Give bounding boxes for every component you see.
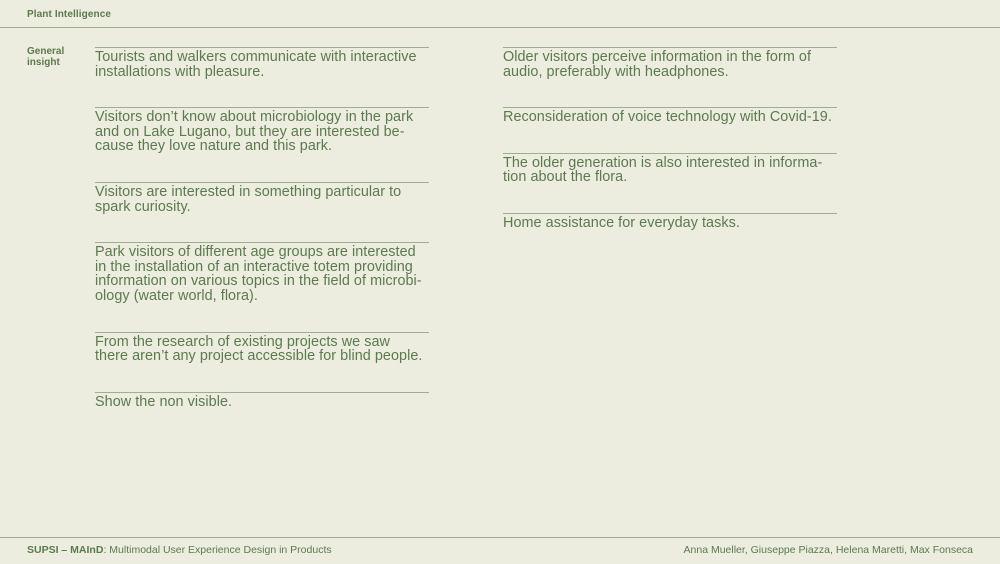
insight-line: spark curiosity. [95, 198, 191, 215]
footer-authors: Anna Mueller, Giuseppe Piazza, Helena Maretti, Max Fonseca [683, 544, 973, 556]
insight-line: installations with pleasure. [95, 63, 265, 80]
insight-line: cause they love nature and this park. [95, 138, 333, 155]
insight-line: audio, preferably with headphones. [503, 63, 729, 80]
insight-line: Show the non visible. [95, 393, 233, 410]
insight-item [503, 213, 837, 231]
insight-line: Home assistance for everyday tasks. [503, 214, 740, 231]
insight-line: Older visitors perceive information in the form of [503, 49, 812, 65]
page-title: Plant Intelligence [27, 9, 112, 20]
insight-line: From the research of existing projects we saw [95, 333, 390, 350]
insight-line: Visitors don’t know about microbiology in the park [95, 109, 414, 126]
section-label-line: General [27, 46, 65, 57]
insight-item [503, 107, 837, 125]
insight-line: in the installation of an interactive totem providing [95, 258, 413, 275]
insight-line: and on Lake Lugano, but they are interested be- [95, 123, 405, 140]
insights-right-column [503, 47, 837, 259]
footer-course [27, 544, 332, 556]
page-header [0, 0, 1000, 28]
section-label [27, 46, 87, 68]
insight-item [95, 182, 429, 214]
insight-item [503, 153, 837, 185]
insight-line: tion about the flora. [503, 169, 628, 186]
insight-item [95, 107, 429, 154]
insight-item [95, 392, 429, 410]
insights-left-column [95, 47, 429, 437]
insight-line: Visitors are interested in something particular to [95, 183, 402, 200]
insight-line: Tourists and walkers communicate with interactive [95, 49, 417, 65]
insight-line: Reconsideration of voice technology with Covid-19. [503, 109, 832, 126]
insight-line: Park visitors of different age groups are interested [95, 244, 416, 261]
insight-line: there aren’t any project accessible for blind people. [95, 348, 423, 365]
section-label-line: insight [27, 57, 60, 68]
insight-item [503, 47, 837, 79]
page-footer [0, 537, 1000, 564]
footer-brand: SUPSI – MAInD [27, 544, 104, 556]
insight-line: The older generation is also interested in informa- [503, 154, 823, 171]
footer-course-title: : Multimodal User Experience Design in Products [103, 544, 332, 556]
insight-item [95, 332, 429, 364]
insight-line: ology (water world, flora). [95, 287, 258, 304]
insight-line: information on various topics in the field of microbi- [95, 273, 422, 290]
insight-item [95, 47, 429, 79]
insight-item [95, 242, 429, 303]
